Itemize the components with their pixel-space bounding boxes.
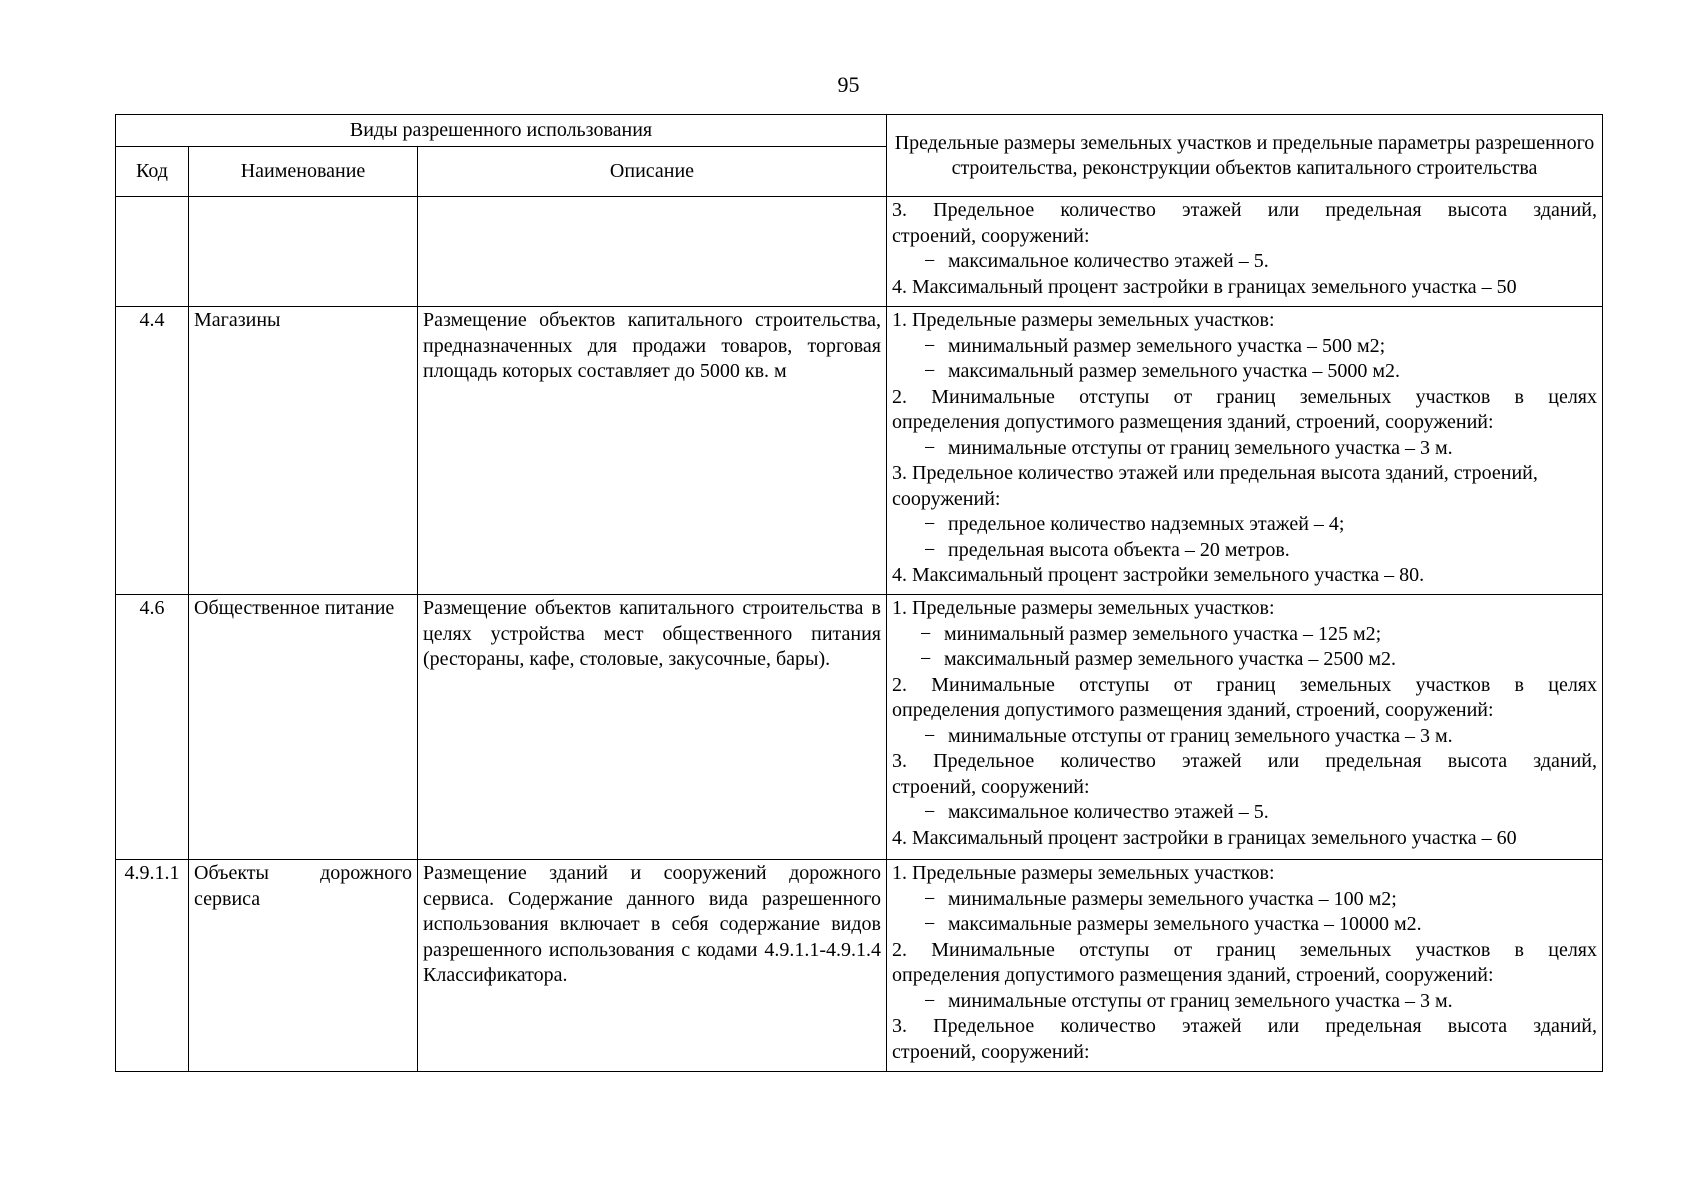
bullet-dash: − [924,334,936,357]
param-line: 3. Предельное количество этажей или предельная высота зданий, строений, [892,462,1538,484]
cell-code: 4.4 [116,307,189,595]
param-line: строений, сооружений: [892,224,1090,247]
param-line: 3. Предельное количество этажей или предельная высота зданий, [892,1015,1597,1037]
param-subitem [892,359,1597,385]
param-subitem-text: максимальное количество этажей – 5. [948,250,1269,272]
param-line: строений, сооружений: [892,1040,1090,1063]
cell-parameters [887,197,1603,307]
table-row [116,307,1603,595]
param-line: сооружений: [892,487,1001,510]
param-line: 2. Минимальные отступы от границ земельных участков в целях [892,938,1597,961]
cell-description: Размещение зданий и сооружений дорожного сервиса. Содержание данного вида разрешенного использования включает в себя содержание видов разрешенного использования с кодами 4.9.1.1-4.9.1.4 Классификатора. [418,860,887,1072]
bullet-dash: − [924,801,936,823]
header-row-top [116,115,1603,147]
bullet-dash: − [924,513,936,535]
cell-name: Общественное питание [189,595,418,860]
param-subitem-text: максимальное количество этажей – 5. [948,801,1269,823]
cell-description: Размещение объектов капитального строительства, предназначенных для продажи товаров, торговая площадь которых составляет до 5000 кв. м [418,307,887,595]
param-subitem-text: минимальные отступы от границ земельного участка – 3 м. [948,989,1453,1012]
header-description: Описание [418,147,887,197]
header-name: Наименование [189,147,418,197]
table-row [116,860,1603,1072]
bullet-dash: − [920,648,932,670]
param-line: 3. Предельное количество этажей или предельная высота зданий, [892,199,1597,221]
bullet-dash: − [924,724,936,747]
cell-code [116,197,189,307]
param-subitem [892,249,1597,275]
cell-name: Объекты дорожного сервиса [189,860,418,1072]
bullet-dash: − [924,913,936,935]
param-line: 4. Максимальный процент застройки в границах земельного участка – 60 [892,826,1517,849]
param-subitem-text: предельная высота объекта – 20 метров. [948,538,1290,561]
param-subitem [892,912,1597,938]
param-line: 1. Предельные размеры земельных участков: [892,862,1275,884]
param-line: строений, сооружений: [892,775,1090,798]
zoning-parameters-table [115,114,1603,1072]
param-subitem-text: минимальные размеры земельного участка – 100 м2; [948,887,1397,910]
header-permitted-use-types: Виды разрешенного использования [116,115,887,147]
table-row [116,197,1603,307]
param-subitem-text: предельное количество надземных этажей – 4; [948,513,1345,535]
param-subitem [892,334,1597,360]
param-line: 2. Минимальные отступы от границ земельных участков в целях [892,385,1597,408]
param-subitem [892,989,1597,1015]
cell-parameters [887,860,1603,1072]
header-code: Код [116,147,189,197]
param-subitem-text: максимальные размеры земельного участка – 10000 м2. [948,913,1422,935]
param-line: 4. Максимальный процент застройки земельного участка – 80. [892,564,1425,586]
param-subitem [892,538,1597,564]
param-line: 2. Минимальные отступы от границ земельных участков в целях [892,673,1597,696]
bullet-dash: − [920,622,932,645]
header-limit-parameters: Предельные размеры земельных участков и предельные параметры разрешенного строительства, реконструкции объектов капитального строительства [887,115,1603,197]
cell-name [189,197,418,307]
param-line: 3. Предельное количество этажей или предельная высота зданий, [892,750,1597,772]
param-subitem-text: максимальный размер земельного участка – 2500 м2. [944,648,1397,670]
param-line: 4. Максимальный процент застройки в границах земельного участка – 50 [892,275,1517,298]
param-subitem-text: минимальный размер земельного участка – 500 м2; [948,334,1386,357]
param-subitem-text: минимальный размер земельного участка – 125 м2; [944,622,1382,645]
param-subitem-text: минимальные отступы от границ земельного участка – 3 м. [948,724,1453,747]
bullet-dash: − [924,436,936,459]
param-line: определения допустимого размещения зданий, строений, сооружений: [892,411,1494,433]
param-subitem-text: минимальные отступы от границ земельного участка – 3 м. [948,436,1453,459]
param-subitem-text: максимальный размер земельного участка – 5000 м2. [948,360,1401,382]
param-subitem [892,724,1597,750]
param-subitem [892,647,1597,673]
param-subitem [892,622,1597,648]
cell-description [418,197,887,307]
param-subitem [892,436,1597,462]
param-line: определения допустимого размещения зданий, строений, сооружений: [892,699,1494,721]
bullet-dash: − [924,887,936,910]
param-line: 1. Предельные размеры земельных участков: [892,309,1275,331]
cell-name: Магазины [189,307,418,595]
cell-code: 4.6 [116,595,189,860]
cell-parameters [887,307,1603,595]
bullet-dash: − [924,989,936,1012]
bullet-dash: − [924,538,936,561]
cell-description: Размещение объектов капитального строительства в целях устройства мест общественного питания (рестораны, кафе, столовые, закусочные, бары). [418,595,887,860]
cell-code: 4.9.1.1 [116,860,189,1072]
param-subitem [892,512,1597,538]
table-row [116,595,1603,860]
bullet-dash: − [924,360,936,382]
param-subitem [892,887,1597,913]
param-line: 1. Предельные размеры земельных участков: [892,597,1275,619]
cell-parameters [887,595,1603,860]
param-subitem [892,800,1597,826]
bullet-dash: − [924,250,936,272]
page-number: 95 [837,72,860,97]
param-line: определения допустимого размещения зданий, строений, сооружений: [892,964,1494,986]
